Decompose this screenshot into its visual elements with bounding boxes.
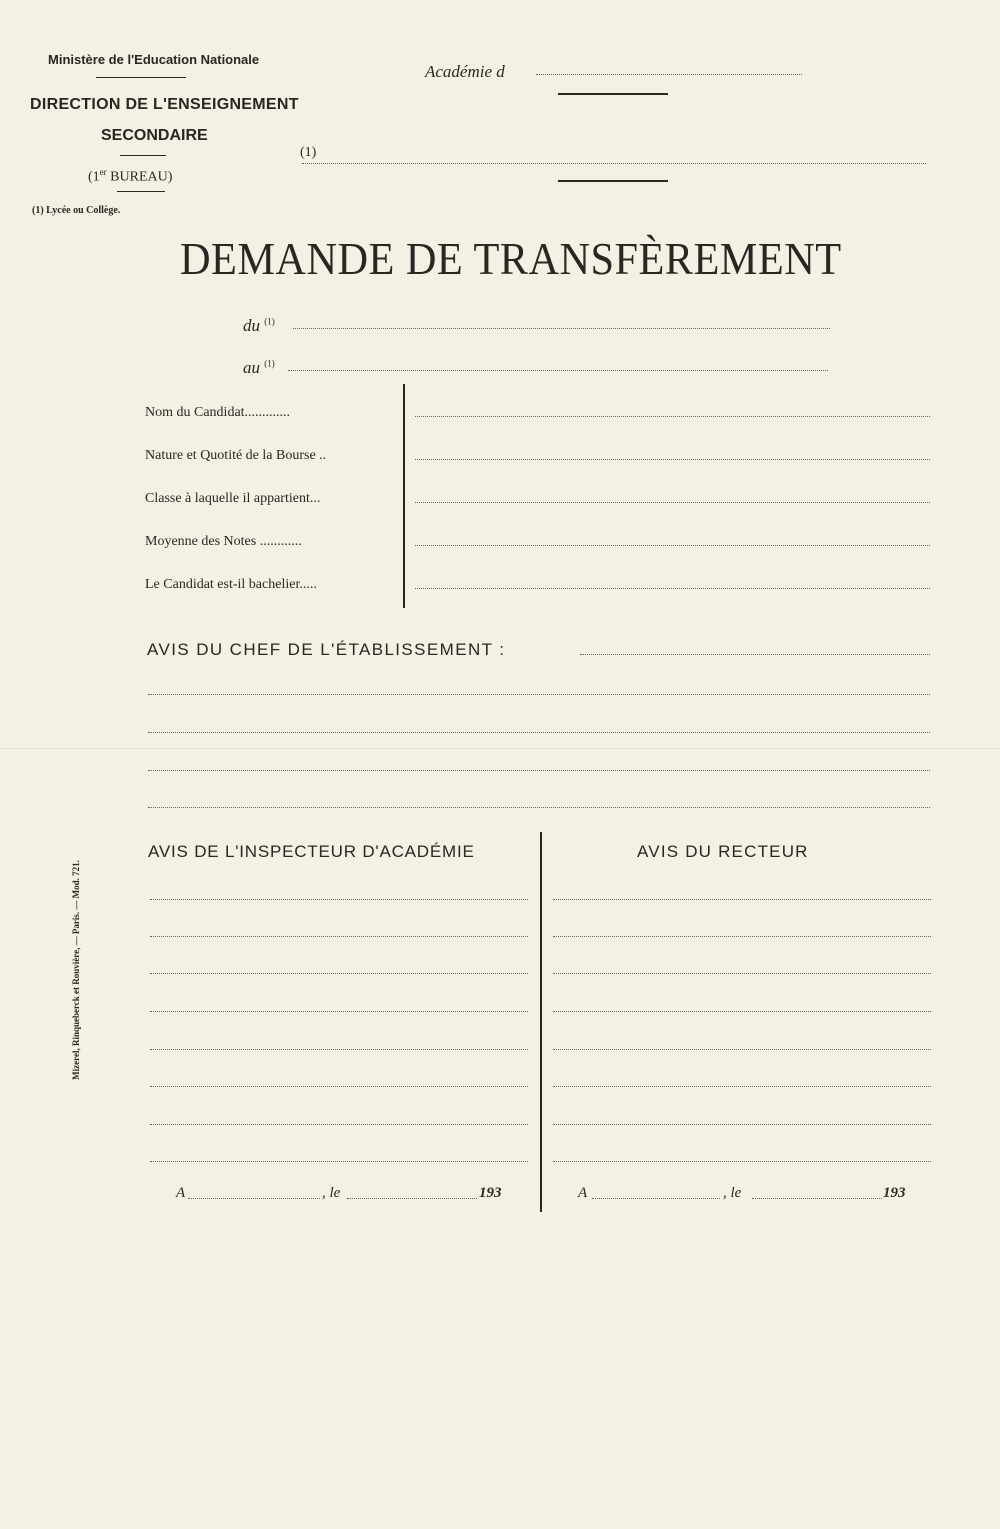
sign-le-label: , le [322, 1185, 341, 1201]
divider [120, 155, 166, 156]
sign-date-field[interactable] [347, 1198, 477, 1199]
page-title: DEMANDE DE TRANSFÈREMENT [180, 233, 842, 284]
avis-inspecteur-line[interactable] [150, 936, 528, 937]
direction-line2: SECONDAIRE [101, 127, 208, 144]
divider [96, 77, 186, 78]
avis-recteur-line[interactable] [553, 1086, 931, 1087]
direction-line1: DIRECTION DE L'ENSEIGNEMENT [30, 96, 299, 113]
field-classe-input[interactable] [415, 502, 930, 503]
from-label: du $^{(1)}$ [243, 316, 275, 335]
avis-recteur-line[interactable] [553, 1161, 931, 1162]
field-label-moyenne: Moyenne des Notes ............ [145, 534, 302, 549]
avis-chef-line[interactable] [148, 694, 930, 695]
field-bourse-input[interactable] [415, 459, 930, 460]
sign-place-field[interactable] [188, 1198, 320, 1199]
column-divider [403, 384, 405, 608]
to-field[interactable] [288, 370, 828, 371]
avis-chef-line[interactable] [148, 807, 930, 808]
printer-imprint: Mizerel, Rinqueberck et Rouvière, — Paris. — Mod. 721. [71, 860, 81, 1080]
to-label: au $^{(1)}$ [243, 358, 275, 377]
avis-chef-line[interactable] [148, 732, 930, 733]
avis-inspecteur-line[interactable] [150, 1049, 528, 1050]
bureau-label: (1er BUREAU) [88, 167, 173, 185]
avis-recteur-line[interactable] [553, 1011, 931, 1012]
avis-inspecteur-heading: AVIS DE L'INSPECTEUR D'ACADÉMIE [148, 842, 475, 861]
avis-inspecteur-line[interactable] [150, 899, 528, 900]
avis-chef-heading: AVIS DU CHEF DE L'ÉTABLISSEMENT : [147, 640, 506, 659]
ministry-label: Ministère de l'Education Nationale [48, 52, 260, 67]
field-label-bourse: Nature et Quotité de la Bourse .. [145, 448, 327, 463]
fold-crease [0, 748, 1000, 749]
sign-year: 193 [479, 1185, 502, 1201]
avis-inspecteur-line[interactable] [150, 1124, 528, 1125]
avis-recteur-line[interactable] [553, 899, 931, 900]
sign-place-field[interactable] [592, 1198, 720, 1199]
field-label-bachelier: Le Candidat est-il bachelier..... [145, 577, 317, 592]
avis-chef-line[interactable] [580, 654, 930, 655]
footnote: (1) Lycée ou Collège. [32, 205, 121, 216]
establishment-field[interactable] [302, 163, 926, 164]
sign-date-field[interactable] [752, 1198, 882, 1199]
avis-inspecteur-line[interactable] [150, 973, 528, 974]
avis-inspecteur-line[interactable] [150, 1161, 528, 1162]
divider [117, 191, 165, 192]
avis-inspecteur-line[interactable] [150, 1011, 528, 1012]
field-moyenne-input[interactable] [415, 545, 930, 546]
avis-inspecteur-line[interactable] [150, 1086, 528, 1087]
sign-le-label: , le [723, 1185, 742, 1201]
field-name-input[interactable] [415, 416, 930, 417]
academie-field[interactable] [536, 74, 802, 75]
ref-marker: (1) [300, 145, 317, 160]
academie-label: Académie d [425, 62, 505, 81]
from-field[interactable] [293, 328, 830, 329]
field-bachelier-input[interactable] [415, 588, 930, 589]
avis-chef-line[interactable] [148, 770, 930, 771]
avis-recteur-line[interactable] [553, 1124, 931, 1125]
sign-year: 193 [883, 1185, 906, 1201]
avis-recteur-heading: AVIS DU RECTEUR [637, 842, 809, 861]
column-divider [540, 832, 542, 1212]
field-label-classe: Classe à laquelle il appartient... [145, 491, 321, 506]
avis-recteur-line[interactable] [553, 973, 931, 974]
field-label-name: Nom du Candidat............. [145, 405, 291, 420]
divider [558, 180, 668, 182]
divider [558, 93, 668, 95]
sign-a-label: A [176, 1185, 186, 1201]
avis-recteur-line[interactable] [553, 936, 931, 937]
sign-a-label: A [578, 1185, 588, 1201]
avis-recteur-line[interactable] [553, 1049, 931, 1050]
